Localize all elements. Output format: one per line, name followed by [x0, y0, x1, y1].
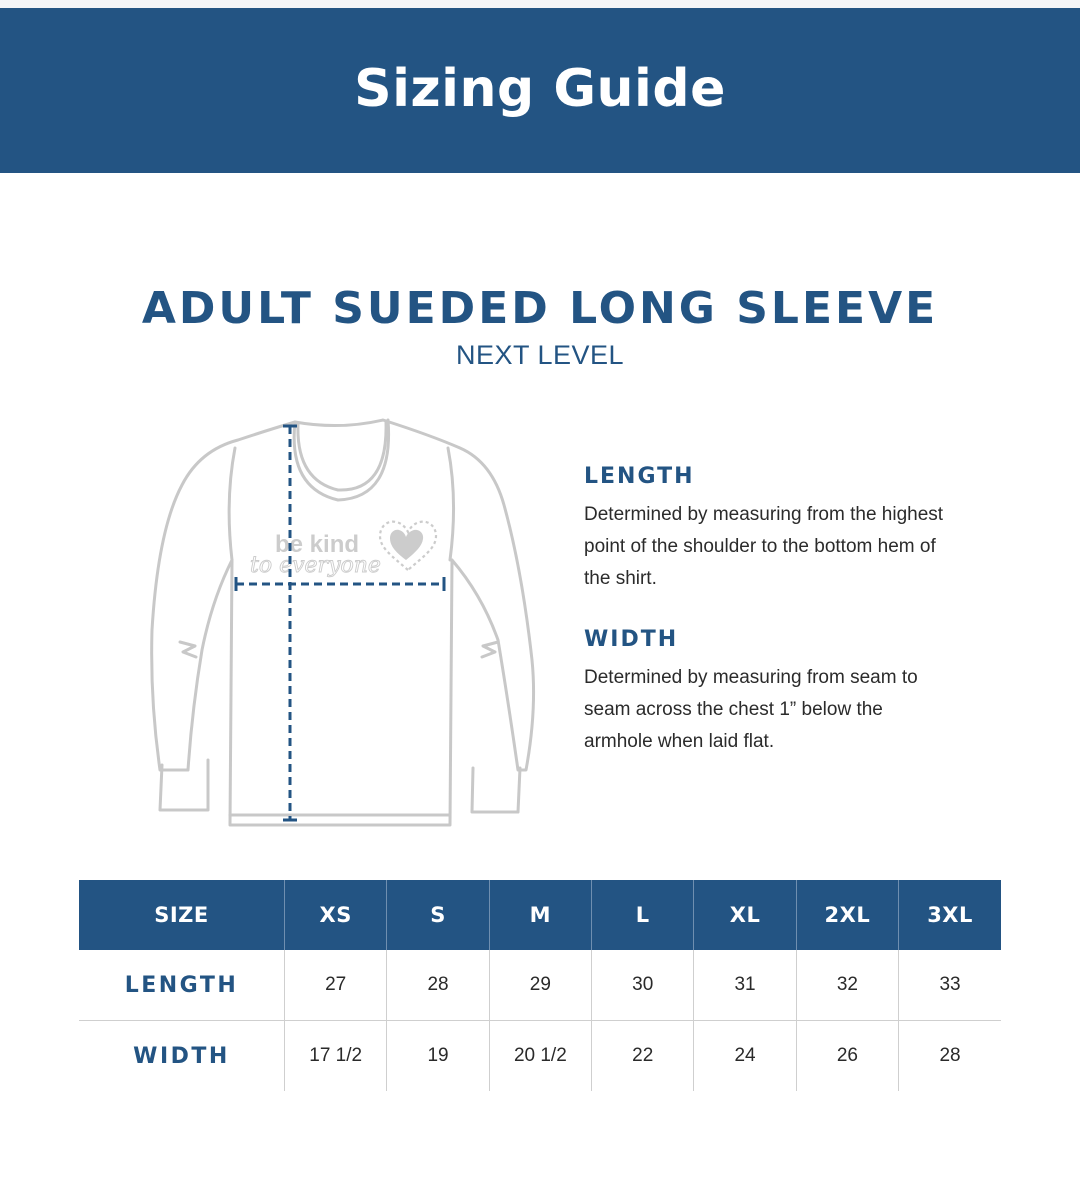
length-measure-line	[283, 426, 297, 820]
width-text: Determined by measuring from seam to seam across the chest 1” below the armhole when laid flat.	[584, 667, 918, 752]
size-chart-table	[79, 880, 1001, 1091]
product-title: ADULT SUEDED LONG SLEEVE	[141, 283, 939, 334]
size-col-xs: XS	[285, 880, 387, 950]
width-description	[584, 627, 964, 758]
table-cell: 20 1/2	[489, 1021, 591, 1092]
table-header-row	[79, 880, 1001, 950]
length-text: Determined by measuring from the highest point of the shoulder to the bottom hem of the shirt.	[584, 504, 944, 589]
table-cell: 30	[592, 950, 694, 1021]
table-cell: 27	[285, 950, 387, 1021]
print-line-2: to everyone	[250, 553, 381, 578]
table-cell: 28	[899, 1021, 1001, 1092]
length-description	[584, 464, 964, 595]
size-col-s: S	[387, 880, 489, 950]
product-brand: NEXT LEVEL	[455, 340, 625, 370]
print-line-1: be kind	[275, 531, 360, 558]
table-cell: 29	[489, 950, 591, 1021]
shirt-outline	[152, 420, 534, 825]
length-heading: LENGTH	[584, 464, 695, 489]
row-label: WIDTH	[133, 1043, 230, 1069]
table-cell: 31	[694, 950, 796, 1021]
top-band	[0, 0, 1080, 8]
size-col-l: L	[592, 880, 694, 950]
table-cell: 26	[796, 1021, 898, 1092]
size-col-m: M	[489, 880, 591, 950]
size-col-2xl: 2XL	[796, 880, 898, 950]
shirt-print	[250, 522, 436, 578]
table-cell: 32	[796, 950, 898, 1021]
size-header-label: SIZE	[79, 880, 285, 950]
table-row-width	[79, 1021, 1001, 1092]
size-col-3xl: 3XL	[899, 880, 1001, 950]
table-cell: 24	[694, 1021, 796, 1092]
header-banner	[0, 8, 1080, 173]
table-cell: 17 1/2	[285, 1021, 387, 1092]
row-label: LENGTH	[79, 950, 285, 1021]
table-cell: 22	[592, 1021, 694, 1092]
width-measure-line	[236, 577, 444, 591]
table-cell: 33	[899, 950, 1001, 1021]
table-cell: 19	[387, 1021, 489, 1092]
size-col-xl: XL	[694, 880, 796, 950]
shirt-illustration	[140, 410, 540, 840]
page-title: Sizing Guide	[354, 58, 726, 119]
table-cell: 28	[387, 950, 489, 1021]
width-heading: WIDTH	[584, 627, 679, 652]
heart-icon	[380, 522, 436, 570]
table-row-length	[79, 950, 1001, 1021]
